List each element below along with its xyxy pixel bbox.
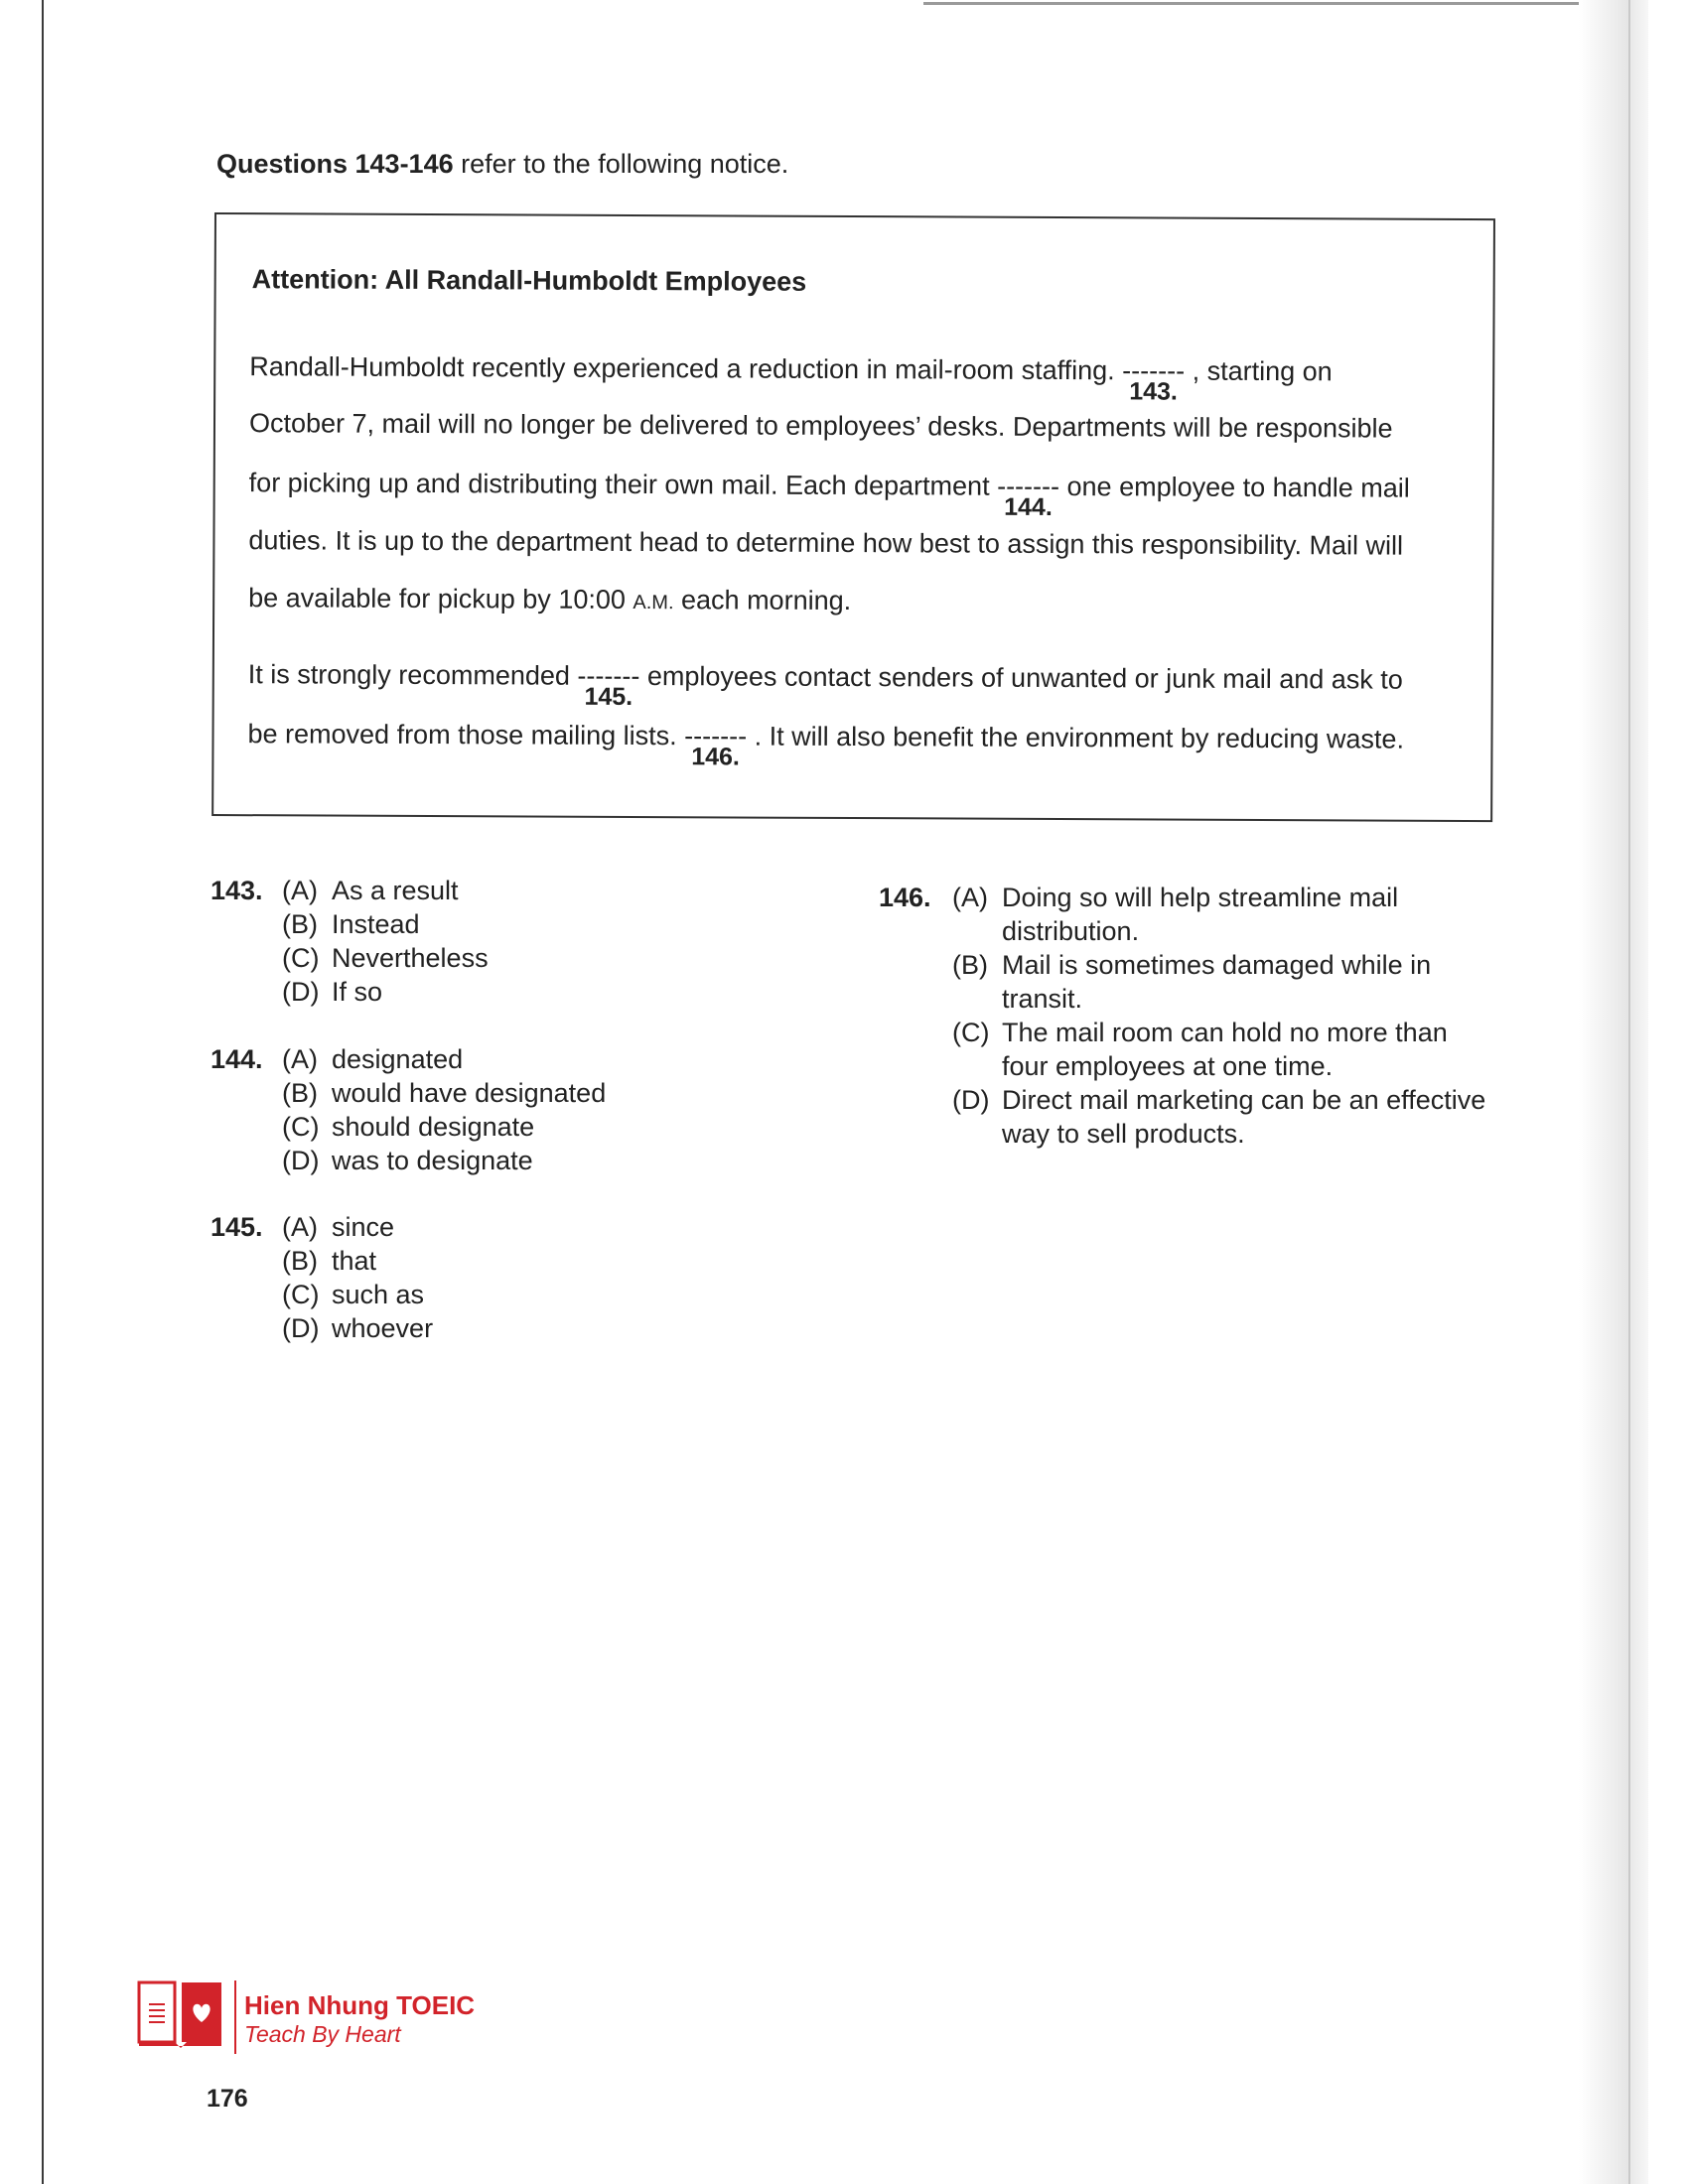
option-text: such as — [332, 1280, 425, 1309]
notice-text: , starting on — [1185, 355, 1333, 387]
blank-number: 146. — [691, 743, 740, 771]
notice-text: be available for pickup by 10:00 — [248, 583, 633, 614]
notice-line — [247, 659, 1403, 711]
option-b[interactable] — [952, 948, 1488, 1016]
blank-144 — [997, 471, 1060, 521]
option-text: designated — [332, 1044, 464, 1074]
blank-dashes: ------- — [684, 721, 748, 751]
blank-143 — [1122, 355, 1186, 406]
option-letter: (B) — [282, 1246, 318, 1276]
option-text: Mail is sometimes damaged while in transit. — [1002, 950, 1432, 1014]
option-b[interactable] — [282, 1076, 769, 1110]
blank-number: 145. — [584, 682, 633, 711]
option-text: should designate — [332, 1112, 535, 1142]
option-d[interactable] — [282, 1144, 769, 1177]
option-a[interactable] — [952, 881, 1488, 948]
options-list — [282, 1042, 769, 1177]
option-c[interactable] — [282, 1278, 769, 1311]
scan-top-edge — [923, 2, 1648, 5]
options-list — [282, 874, 769, 1009]
book-heart-icon — [137, 1980, 226, 2052]
notice-line — [248, 583, 851, 616]
blank-dashes: ------- — [997, 471, 1060, 502]
option-text: that — [332, 1246, 377, 1276]
page-number: 176 — [207, 2085, 248, 2113]
option-text: As a result — [332, 876, 459, 905]
option-a[interactable] — [282, 874, 769, 907]
blank-number: 144. — [1004, 492, 1053, 521]
option-text: was to designate — [332, 1146, 533, 1175]
blank-number: 143. — [1129, 377, 1178, 406]
header-rest: refer to the following notice. — [453, 149, 789, 179]
option-letter: (A) — [282, 1212, 318, 1242]
option-text: The mail room can hold no more than four employees at one time. — [1002, 1018, 1448, 1081]
notice-text: Randall-Humboldt recently experienced a reduction in mail-room staffing. — [249, 351, 1123, 386]
option-text: Direct mail marketing can be an effective way to sell products. — [1002, 1085, 1486, 1149]
brand-subtitle: Teach By Heart — [244, 2021, 401, 2047]
question-number: 144. — [211, 1044, 263, 1074]
notice-box — [211, 212, 1495, 822]
option-text: Instead — [332, 909, 420, 939]
notice-text: It is strongly recommended — [247, 659, 578, 691]
option-letter: (D) — [282, 1313, 320, 1343]
option-a[interactable] — [282, 1210, 769, 1244]
notice-line — [247, 719, 1405, 771]
page-binding-edge — [42, 0, 44, 2184]
notice-title: Attention: All Randall-Humboldt Employees — [251, 264, 807, 297]
notice-text: employees contact senders of unwanted or junk mail and ask to — [639, 661, 1403, 695]
question-number: 143. — [211, 876, 263, 905]
question-number: 145. — [211, 1212, 263, 1242]
option-d[interactable] — [282, 975, 769, 1009]
option-letter: (C) — [282, 943, 320, 973]
option-text: Doing so will help streamline mail distribution. — [1002, 883, 1399, 946]
option-text: If so — [332, 977, 383, 1007]
option-c[interactable] — [282, 1110, 769, 1144]
option-letter: (B) — [952, 950, 988, 980]
option-a[interactable] — [282, 1042, 769, 1076]
option-letter: (D) — [282, 977, 320, 1007]
brand-divider — [234, 1980, 236, 2054]
notice-text: each morning. — [673, 585, 852, 616]
questions-header — [216, 149, 788, 180]
option-letter: (C) — [952, 1018, 990, 1047]
option-text: Nevertheless — [332, 943, 489, 973]
option-letter: (B) — [282, 909, 318, 939]
option-text: whoever — [332, 1313, 434, 1343]
question-number: 146. — [879, 883, 931, 912]
option-letter: (D) — [952, 1085, 990, 1115]
option-letter: (B) — [282, 1078, 318, 1108]
option-b[interactable] — [282, 907, 769, 941]
scan-right-shadow — [1579, 0, 1648, 2184]
option-letter: (D) — [282, 1146, 320, 1175]
notice-text: one employee to handle mail — [1058, 472, 1410, 503]
blank-dashes: ------- — [577, 660, 640, 692]
am-small-caps: A.M. — [633, 591, 674, 614]
option-b[interactable] — [282, 1244, 769, 1278]
option-letter: (A) — [952, 883, 988, 912]
option-letter: (A) — [282, 1044, 318, 1074]
option-d[interactable] — [282, 1311, 769, 1345]
option-text: since — [332, 1212, 395, 1242]
options-list — [282, 1210, 769, 1345]
notice-line: duties. It is up to the department head to determine how best to assign this responsibility. Mail will — [248, 525, 1404, 561]
notice-line — [249, 351, 1333, 406]
option-letter: (A) — [282, 876, 318, 905]
option-letter: (C) — [282, 1112, 320, 1142]
notice-line — [248, 468, 1410, 521]
blank-145 — [577, 660, 640, 711]
option-d[interactable] — [952, 1083, 1488, 1151]
notice-text: . It will also benefit the environment by reducing waste. — [747, 721, 1405, 754]
option-letter: (C) — [282, 1280, 320, 1309]
blank-dashes: ------- — [1122, 355, 1186, 386]
option-c[interactable] — [952, 1016, 1488, 1083]
notice-text: for picking up and distributing their own mail. Each department — [248, 468, 998, 501]
scan-right-edge — [1628, 0, 1630, 2184]
option-c[interactable] — [282, 941, 769, 975]
notice-text: be removed from those mailing lists. — [247, 719, 685, 751]
blank-146 — [684, 721, 748, 771]
option-text: would have designated — [332, 1078, 607, 1108]
notice-line: October 7, mail will no longer be delivered to employees’ desks. Departments will be responsible — [248, 408, 1393, 444]
brand-title: Hien Nhung TOEIC — [244, 1990, 476, 2020]
options-list — [952, 881, 1488, 1151]
header-bold: Questions 143-146 — [216, 149, 454, 179]
